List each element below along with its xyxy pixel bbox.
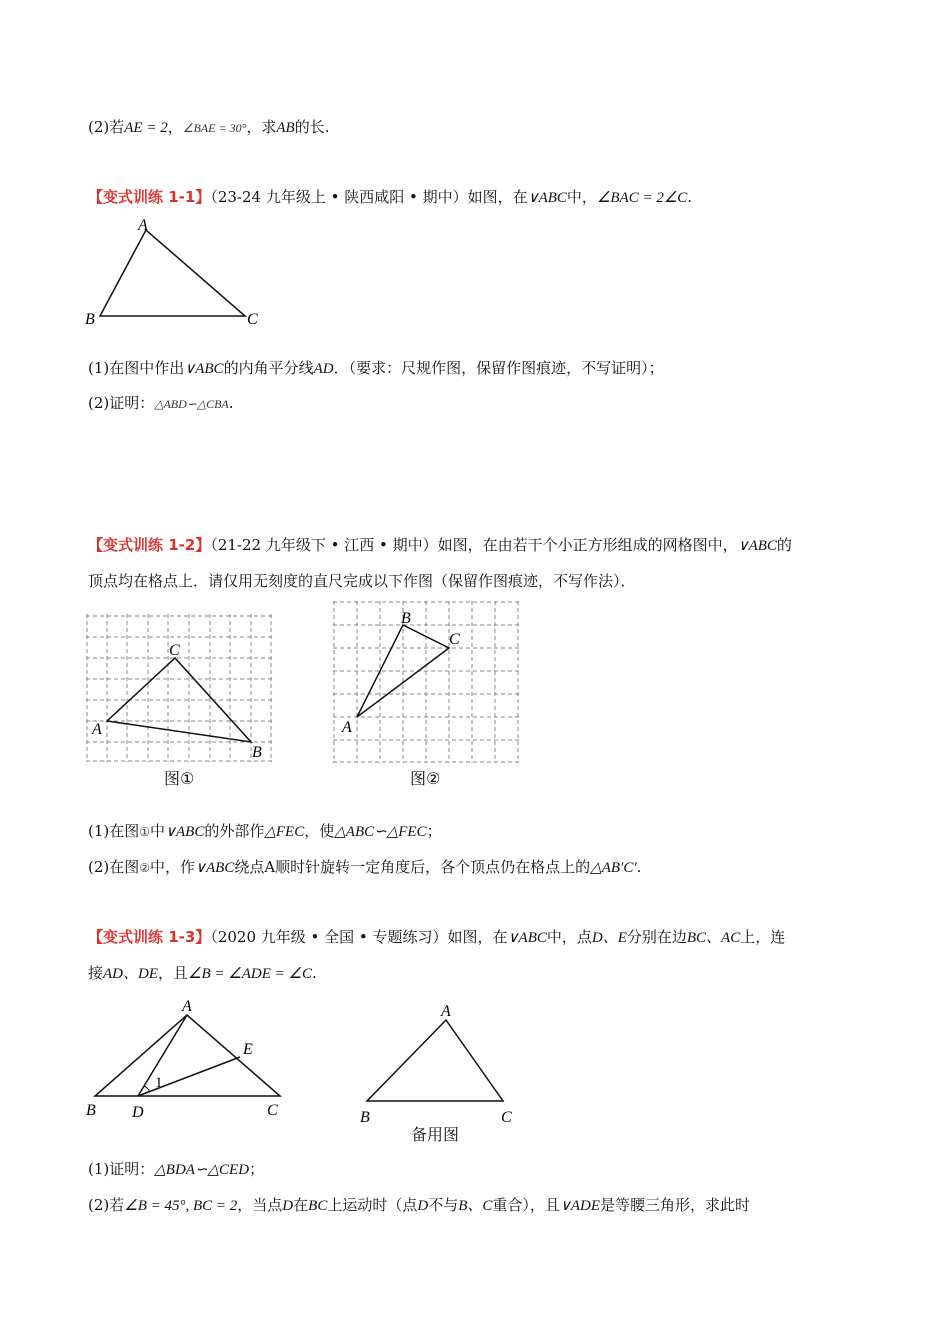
text: ， — [167, 118, 183, 136]
text: (1)在图 — [88, 822, 140, 840]
exercise-tag: 【变式训练 1-1】 — [88, 188, 211, 206]
math: △ABC∽△FEC — [334, 824, 427, 840]
exercise-1-3-q1 — [88, 1158, 264, 1181]
math: △AB′C′ — [590, 860, 637, 876]
text: 在 — [293, 1196, 309, 1214]
caption-spare-figure: 备用图 — [411, 1125, 460, 1144]
text: 接 — [88, 964, 104, 982]
circled-number: ① — [139, 825, 151, 839]
exercise-tag: 【变式训练 1-3】 — [88, 928, 211, 946]
label-d: D — [132, 1104, 144, 1121]
text: 中，点 — [546, 928, 592, 946]
segment-de — [138, 1057, 240, 1096]
math: ∨ABC — [737, 538, 777, 554]
text: 上，连 — [740, 928, 786, 946]
label-b: B — [85, 311, 95, 328]
text: 中，作 — [150, 858, 196, 876]
text: 分别在边 — [626, 928, 687, 946]
math: ∠BAC = 2∠C — [596, 190, 688, 206]
grid-figure-1 — [86, 614, 276, 764]
text: (1)证明： — [88, 1160, 155, 1178]
text: 顶点均在格点上．请仅用无刻度的直尺完成以下作图（保留作图痕迹，不写作法）． — [88, 572, 636, 590]
text: 的 — [776, 536, 792, 554]
text: . — [228, 394, 234, 412]
math: ∠B = 45°, BC = 2 — [124, 1198, 238, 1214]
math: ∨ABC — [507, 930, 547, 946]
math: ∠BAE = 30° — [182, 121, 247, 135]
text: （21-22 九年级下 • 江西 • 期中）如图，在由若干个小正方形组成的网格图中， — [210, 536, 738, 554]
label-b: B — [360, 1109, 370, 1126]
label-a: A — [138, 217, 148, 234]
grid-lines — [333, 601, 519, 763]
exercise-1-3-header — [88, 926, 785, 949]
text: ，且 — [158, 964, 189, 982]
text: 的内角平分线 — [223, 359, 314, 377]
text: ； — [249, 1160, 265, 1178]
math: AD — [313, 361, 334, 377]
exercise-1-2-header — [88, 534, 792, 557]
triangle-abc — [367, 1020, 503, 1101]
exercise-tag: 【变式训练 1-2】 — [88, 536, 211, 554]
triangle-figure-3 — [80, 993, 300, 1123]
math: D — [282, 1198, 294, 1214]
label-a: A — [182, 998, 192, 1015]
circled-number: ② — [139, 861, 151, 875]
label-c: C — [449, 631, 460, 648]
text: 重合），且 — [492, 1196, 560, 1214]
text: ； — [426, 822, 442, 840]
math: ∨ABC — [184, 361, 224, 377]
text: 上运动时（点 — [327, 1196, 418, 1214]
math: △FEC — [264, 824, 305, 840]
math: D、E — [591, 930, 627, 946]
math: AB — [276, 120, 295, 136]
exercise-1-1-q2 — [88, 392, 234, 415]
grid-lines — [86, 614, 272, 762]
text: . — [636, 858, 642, 876]
segment-ad — [138, 1015, 187, 1096]
exercise-1-2-q1 — [88, 820, 442, 843]
text: ．（要求：尺规作图，保留作图痕迹，不写证明）； — [333, 359, 664, 377]
text: . — [687, 188, 693, 206]
triangle-abc — [100, 230, 245, 316]
exercise-1-3-q2 — [88, 1194, 750, 1217]
label-a: A — [441, 1003, 451, 1020]
label-b: B — [86, 1102, 96, 1119]
math: ∨ABC — [165, 824, 205, 840]
exercise-1-1-header — [88, 186, 692, 209]
text: 中， — [566, 188, 597, 206]
math: ∨ADE — [559, 1198, 601, 1214]
text: 的外部作 — [204, 822, 265, 840]
text: ，求 — [246, 118, 277, 136]
angle-arc — [144, 1086, 150, 1092]
math: △ABD∽△CBA — [154, 397, 229, 411]
label-a: A — [92, 721, 102, 738]
text: ，使 — [304, 822, 335, 840]
text: (1)在图中作出 — [88, 359, 185, 377]
label-c: C — [267, 1102, 278, 1119]
label-b: B — [252, 744, 262, 761]
text: 不与 — [428, 1196, 459, 1214]
text: 是等腰三角形，求此时 — [600, 1196, 751, 1214]
question-2-line — [88, 116, 330, 139]
math: ∨ABC — [527, 190, 567, 206]
text: ，当点 — [237, 1196, 283, 1214]
exercise-1-2-line2 — [88, 570, 636, 592]
text: (2)在图 — [88, 858, 140, 876]
exercise-1-1-q1 — [88, 357, 664, 380]
label-e: E — [243, 1041, 253, 1058]
math: △BDA∽△CED — [154, 1162, 250, 1178]
caption-figure-2: 图② — [410, 769, 441, 788]
math: BC、AC — [686, 930, 741, 946]
text: (2)证明： — [88, 394, 155, 412]
math: B、C — [458, 1198, 493, 1214]
math: ∠B = ∠ADE = ∠C — [188, 966, 312, 982]
exercise-1-2-q2 — [88, 856, 641, 879]
triangle-figure-1 — [80, 215, 270, 330]
grid-figure-2 — [333, 601, 521, 763]
math: AD、DE — [103, 966, 159, 982]
triangle-figure-4 — [355, 998, 535, 1128]
math: ∨ABC — [195, 860, 235, 876]
label-c: C — [247, 311, 258, 328]
text: 的长. — [294, 118, 330, 136]
math: AE = 2 — [124, 120, 168, 136]
text: 绕点A顺时针旋转一定角度后，各个顶点仍在格点上的 — [234, 858, 591, 876]
label-c: C — [501, 1109, 512, 1126]
caption-figure-1: 图① — [164, 769, 195, 788]
text: (2)若 — [88, 118, 125, 136]
label-b: B — [401, 610, 411, 627]
text: 中 — [150, 822, 166, 840]
text: (2)若 — [88, 1196, 125, 1214]
text: （2020 九年级 • 全国 • 专题练习）如图，在 — [210, 928, 508, 946]
text: . — [311, 964, 317, 982]
exercise-1-3-line2 — [88, 962, 317, 985]
text: （23-24 九年级上 • 陕西咸阳 • 期中）如图，在 — [210, 188, 528, 206]
label-c: C — [169, 642, 180, 659]
label-a: A — [342, 719, 352, 736]
label-angle-1: 1 — [155, 1075, 163, 1091]
math: BC — [308, 1198, 328, 1214]
math: D — [417, 1198, 429, 1214]
